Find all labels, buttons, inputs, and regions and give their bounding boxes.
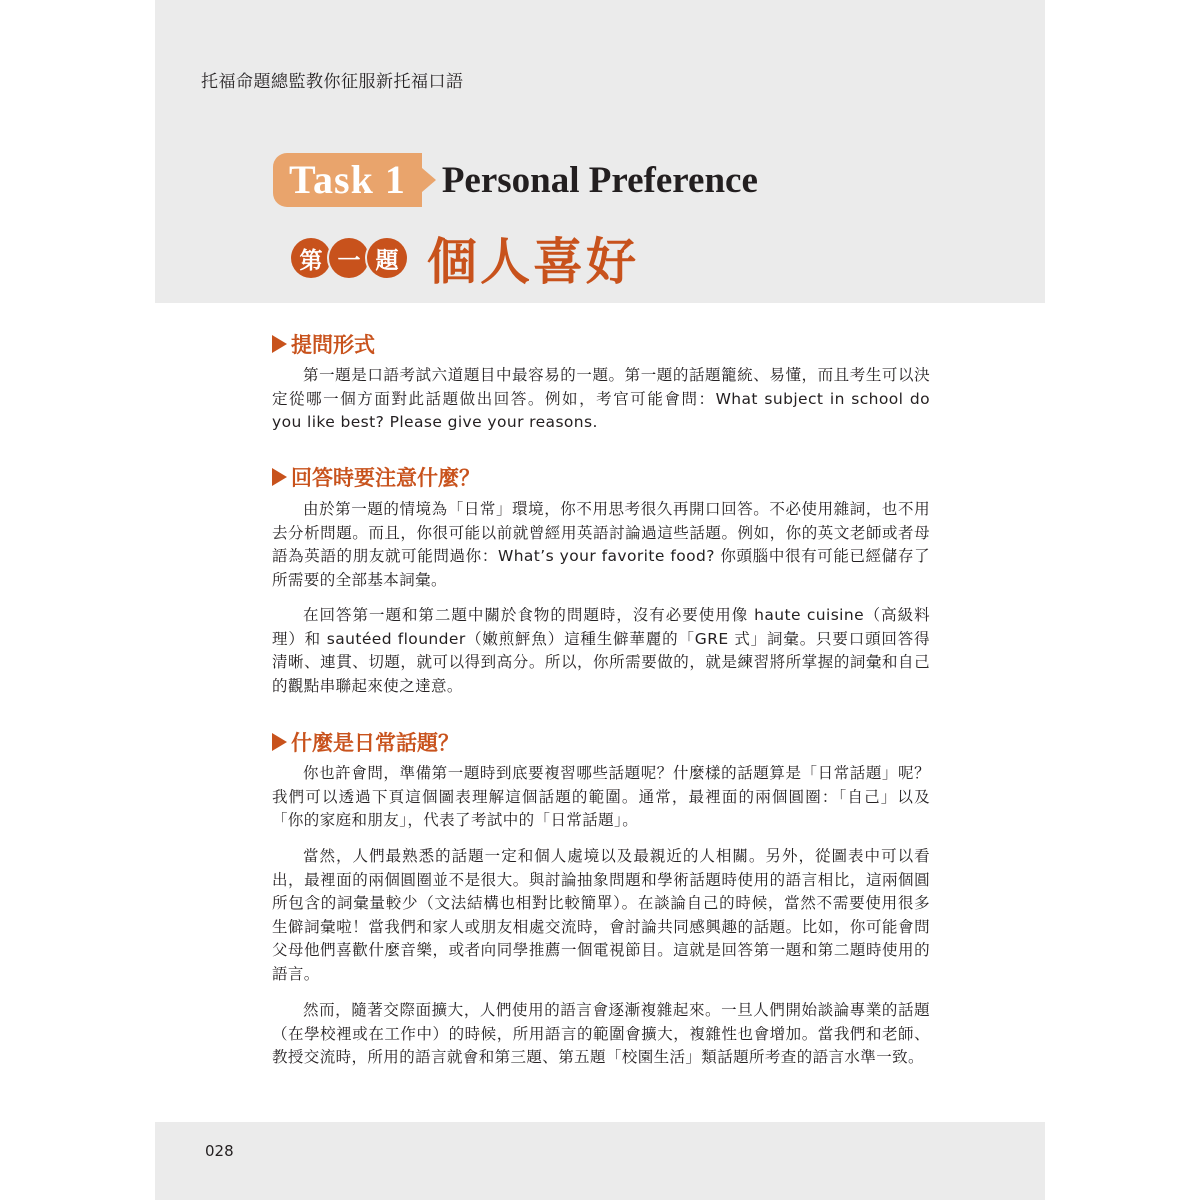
section-heading	[272, 462, 480, 492]
book-page	[155, 0, 1045, 1200]
triangle-bullet-icon	[272, 335, 287, 353]
question-number-circles	[291, 238, 405, 278]
task-title: Personal Preference	[441, 159, 758, 201]
section-heading-text: 提問形式	[291, 332, 375, 357]
task-badge: Task 1	[273, 153, 422, 207]
section-heading-text: 什麼是日常話題？	[291, 730, 459, 755]
paragraph: 然而，隨著交際面擴大，人們使用的語言會逐漸複雜起來。一旦人們開始談論專業的話題（在學校裡或在工作中）的時候，所用語言的範圍會擴大，複雜性也會增加。當我們和老師、教授交流時，所用的語言就會和第三題、第五題「校園生活」類話題所考查的語言水準一致。	[272, 1001, 930, 1066]
question-char-circle: 第	[291, 238, 331, 278]
section-heading	[272, 727, 459, 757]
footer-band	[155, 1122, 1045, 1200]
section-heading-text: 回答時要注意什麼？	[291, 465, 480, 490]
paragraph: 在回答第一題和第二題中關於食物的問題時，沒有必要使用像 haute cuisine（高級料理）和 sautéed flounder（嫩煎鮃魚）這種生僻華麗的「GRE 式」詞彙。只要口頭回答得清晰、連貫、切題，就可以得到高分。所以，你所需要做的，就是練習將所掌握的詞彙和自己的觀點串聯起來使之達意。	[272, 606, 930, 695]
task-heading	[273, 153, 758, 207]
question-title: 個人喜好	[427, 232, 639, 291]
page-number: 028	[205, 1142, 234, 1160]
triangle-bullet-icon	[272, 733, 287, 751]
question-char-circle: 題	[367, 238, 407, 278]
question-heading	[291, 222, 639, 294]
triangle-bullet-icon	[272, 468, 287, 486]
paragraph: 由於第一題的情境為「日常」環境，你不用思考很久再開口回答。不必使用雜詞，也不用去分析問題。而且，你很可能以前就曾經用英語討論過這些話題。例如，你的英文老師或者母語為英語的朋友就可能問過你：What’s your favorite food? 你頭腦中很有可能已經儲存了所需要的全部基本詞彙。	[272, 500, 930, 589]
arrow-right-icon	[422, 168, 436, 192]
question-char-circle: 一	[329, 238, 369, 278]
section-heading	[272, 329, 375, 359]
paragraph: 第一題是口語考試六道題目中最容易的一題。第一題的話題籠統、易懂，而且考生可以決定從哪一個方面對此話題做出回答。例如，考官可能會問：What subject in school do you like best? Please give your reasons.	[272, 366, 930, 431]
running-head: 托福命題總監教你征服新托福口語	[201, 72, 464, 92]
paragraph: 當然，人們最熟悉的話題一定和個人處境以及最親近的人相關。另外，從圖表中可以看出，最裡面的兩個圓圈並不是很大。與討論抽象問題和學術話題時使用的語言相比，這兩個圓所包含的詞彙量較少（文法結構也相對比較簡單）。在談論自己的時候，當然不需要使用很多生僻詞彙啦！當我們和家人或朋友相處交流時，會討論共同感興趣的話題。比如，你可能會問父母他們喜歡什麼音樂，或者向同學推薦一個電視節目。這就是回答第一題和第二題時使用的語言。	[272, 847, 930, 983]
paragraph: 你也許會問，準備第一題時到底要複習哪些話題呢？什麼樣的話題算是「日常話題」呢？我們可以透過下頁這個圖表理解這個話題的範圍。通常，最裡面的兩個圓圈：「自己」以及「你的家庭和朋友」，代表了考試中的「日常話題」。	[272, 764, 930, 829]
